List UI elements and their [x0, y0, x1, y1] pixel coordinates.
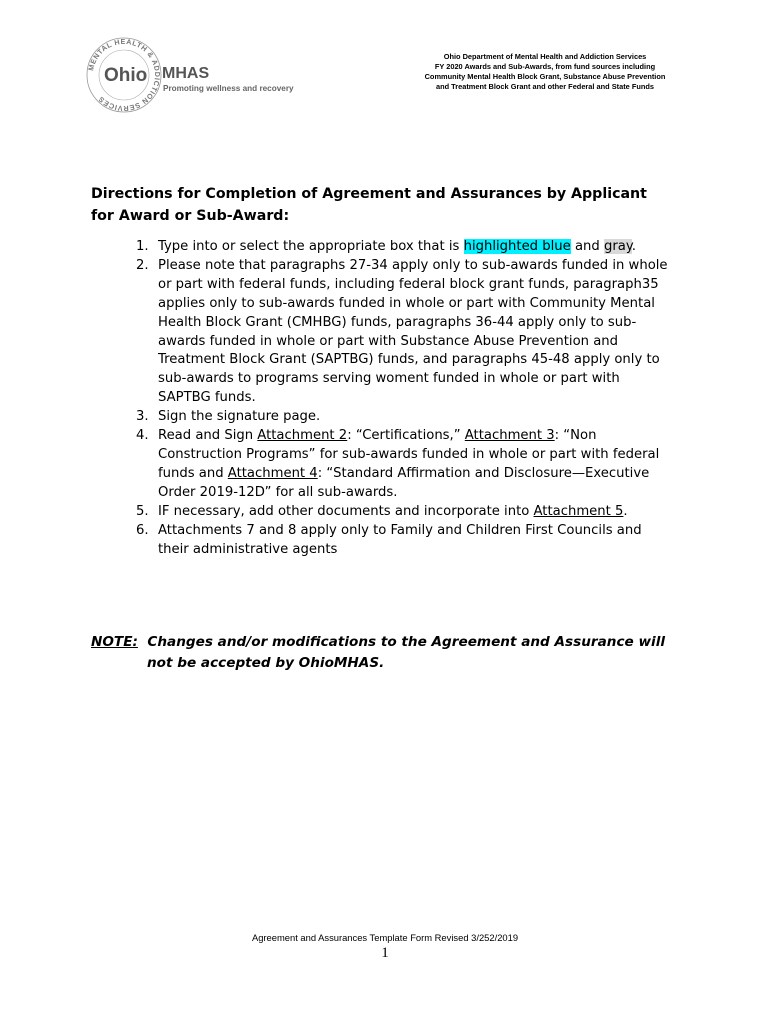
svg-text:Ohio: Ohio — [104, 65, 148, 86]
item-number: 6. — [136, 522, 149, 538]
item-line: awards funded in whole or part with Substance Abuse Prevention and — [158, 333, 619, 349]
footer-text: Agreement and Assurances Template Form Revised 3/252/2019 — [251, 932, 519, 943]
list-item — [136, 427, 696, 503]
item-text — [158, 238, 696, 257]
note-block — [91, 632, 711, 674]
svg-text:MHAS: MHAS — [162, 65, 210, 82]
header-line: Community Mental Health Block Grant, Substance Abuse Prevention — [424, 72, 666, 81]
note-line: not be accepted by OhioMHAS. — [147, 655, 385, 671]
page-number: 1 — [381, 945, 389, 961]
directions-list — [136, 238, 696, 559]
text-run: funds and — [158, 465, 228, 481]
item-number: 1. — [136, 239, 149, 254]
text-run: Read and Sign — [158, 428, 258, 444]
attachment-3-link[interactable]: Attachment 3 — [464, 428, 555, 444]
text-run: Type into or select the appropriate box that is — [158, 239, 464, 254]
item-line: Construction Programs” for sub-awards funded in whole or part with federal — [158, 446, 660, 462]
item-number: 4. — [136, 428, 149, 444]
text-run: and — [570, 239, 604, 254]
heading-line: Directions for Completion of Agreement and Assurances by Applicant — [91, 186, 647, 202]
item-line — [158, 427, 696, 446]
item-line: sub-awards to programs serving woment funded in whole or part with — [158, 371, 620, 387]
header-line: Ohio Department of Mental Health and Addiction Services — [443, 52, 647, 61]
header-line: FY 2020 Awards and Sub-Awards, from fund sources including — [434, 62, 656, 71]
item-line: Treatment Block Grant (SAPTBG) funds, and paragraphs 45-48 apply only to — [158, 352, 660, 368]
item-line: applies only to sub-awards funded in whole or part with Community Mental — [158, 295, 655, 311]
list-item — [136, 257, 696, 408]
item-line: or part with federal funds, including federal block grant funds, paragraph35 — [158, 276, 659, 292]
list-item — [136, 522, 696, 560]
item-number: 5. — [136, 503, 149, 519]
item-line: Attachments 7 and 8 apply only to Family and Children First Councils and — [158, 522, 642, 538]
item-line: Please note that paragraphs 27-34 apply only to sub-awards funded in whole — [158, 257, 668, 273]
item-number: 2. — [136, 257, 149, 273]
directions-heading — [91, 183, 691, 227]
item-line: their administrative agents — [158, 541, 338, 557]
note-label: NOTE: — [91, 634, 138, 650]
svg-text:MENTAL HEALTH & ADDICTION SERV: MENTAL HEALTH & ADDICTION SERVICES — [86, 36, 163, 114]
note-text: Changes and/or modifications to the Agreement and Assurance will — [137, 634, 666, 650]
item-line — [158, 503, 696, 522]
text-run: : “Standard Affirmation and Disclosure—Executive — [317, 465, 650, 481]
text-run: . — [623, 503, 628, 519]
svg-text:Promoting wellness and recover: Promoting wellness and recovery — [163, 84, 294, 93]
document-header — [400, 52, 690, 92]
heading-line: for Award or Sub-Award: — [91, 208, 290, 224]
list-item — [136, 408, 696, 427]
text-run: IF necessary, add other documents and incorporate into — [158, 503, 534, 519]
highlight-blue: highlighted blue — [463, 239, 571, 254]
item-number: 3. — [136, 409, 149, 425]
list-item — [136, 503, 696, 522]
ohiomhas-logo — [84, 34, 314, 114]
item-line: Sign the signature page. — [158, 409, 321, 425]
attachment-4-link[interactable]: Attachment 4 — [227, 465, 318, 481]
text-run: : “Certifications,” — [347, 428, 465, 444]
header-line: and Treatment Block Grant and other Federal and State Funds — [435, 82, 655, 91]
list-item — [136, 238, 696, 257]
item-line: Order 2019-12D” for all sub-awards. — [158, 484, 398, 500]
item-line: Health Block Grant (CMHBG) funds, paragraphs 36-44 apply only to sub- — [158, 314, 637, 330]
item-line — [158, 465, 696, 484]
attachment-5-link[interactable]: Attachment 5 — [533, 503, 624, 519]
text-run: : “Non — [554, 428, 597, 444]
highlight-gray: gray — [603, 239, 632, 254]
attachment-2-link[interactable]: Attachment 2 — [257, 428, 348, 444]
item-line: SAPTBG funds. — [158, 390, 256, 406]
note-line — [91, 632, 711, 653]
text-run: . — [631, 239, 636, 254]
